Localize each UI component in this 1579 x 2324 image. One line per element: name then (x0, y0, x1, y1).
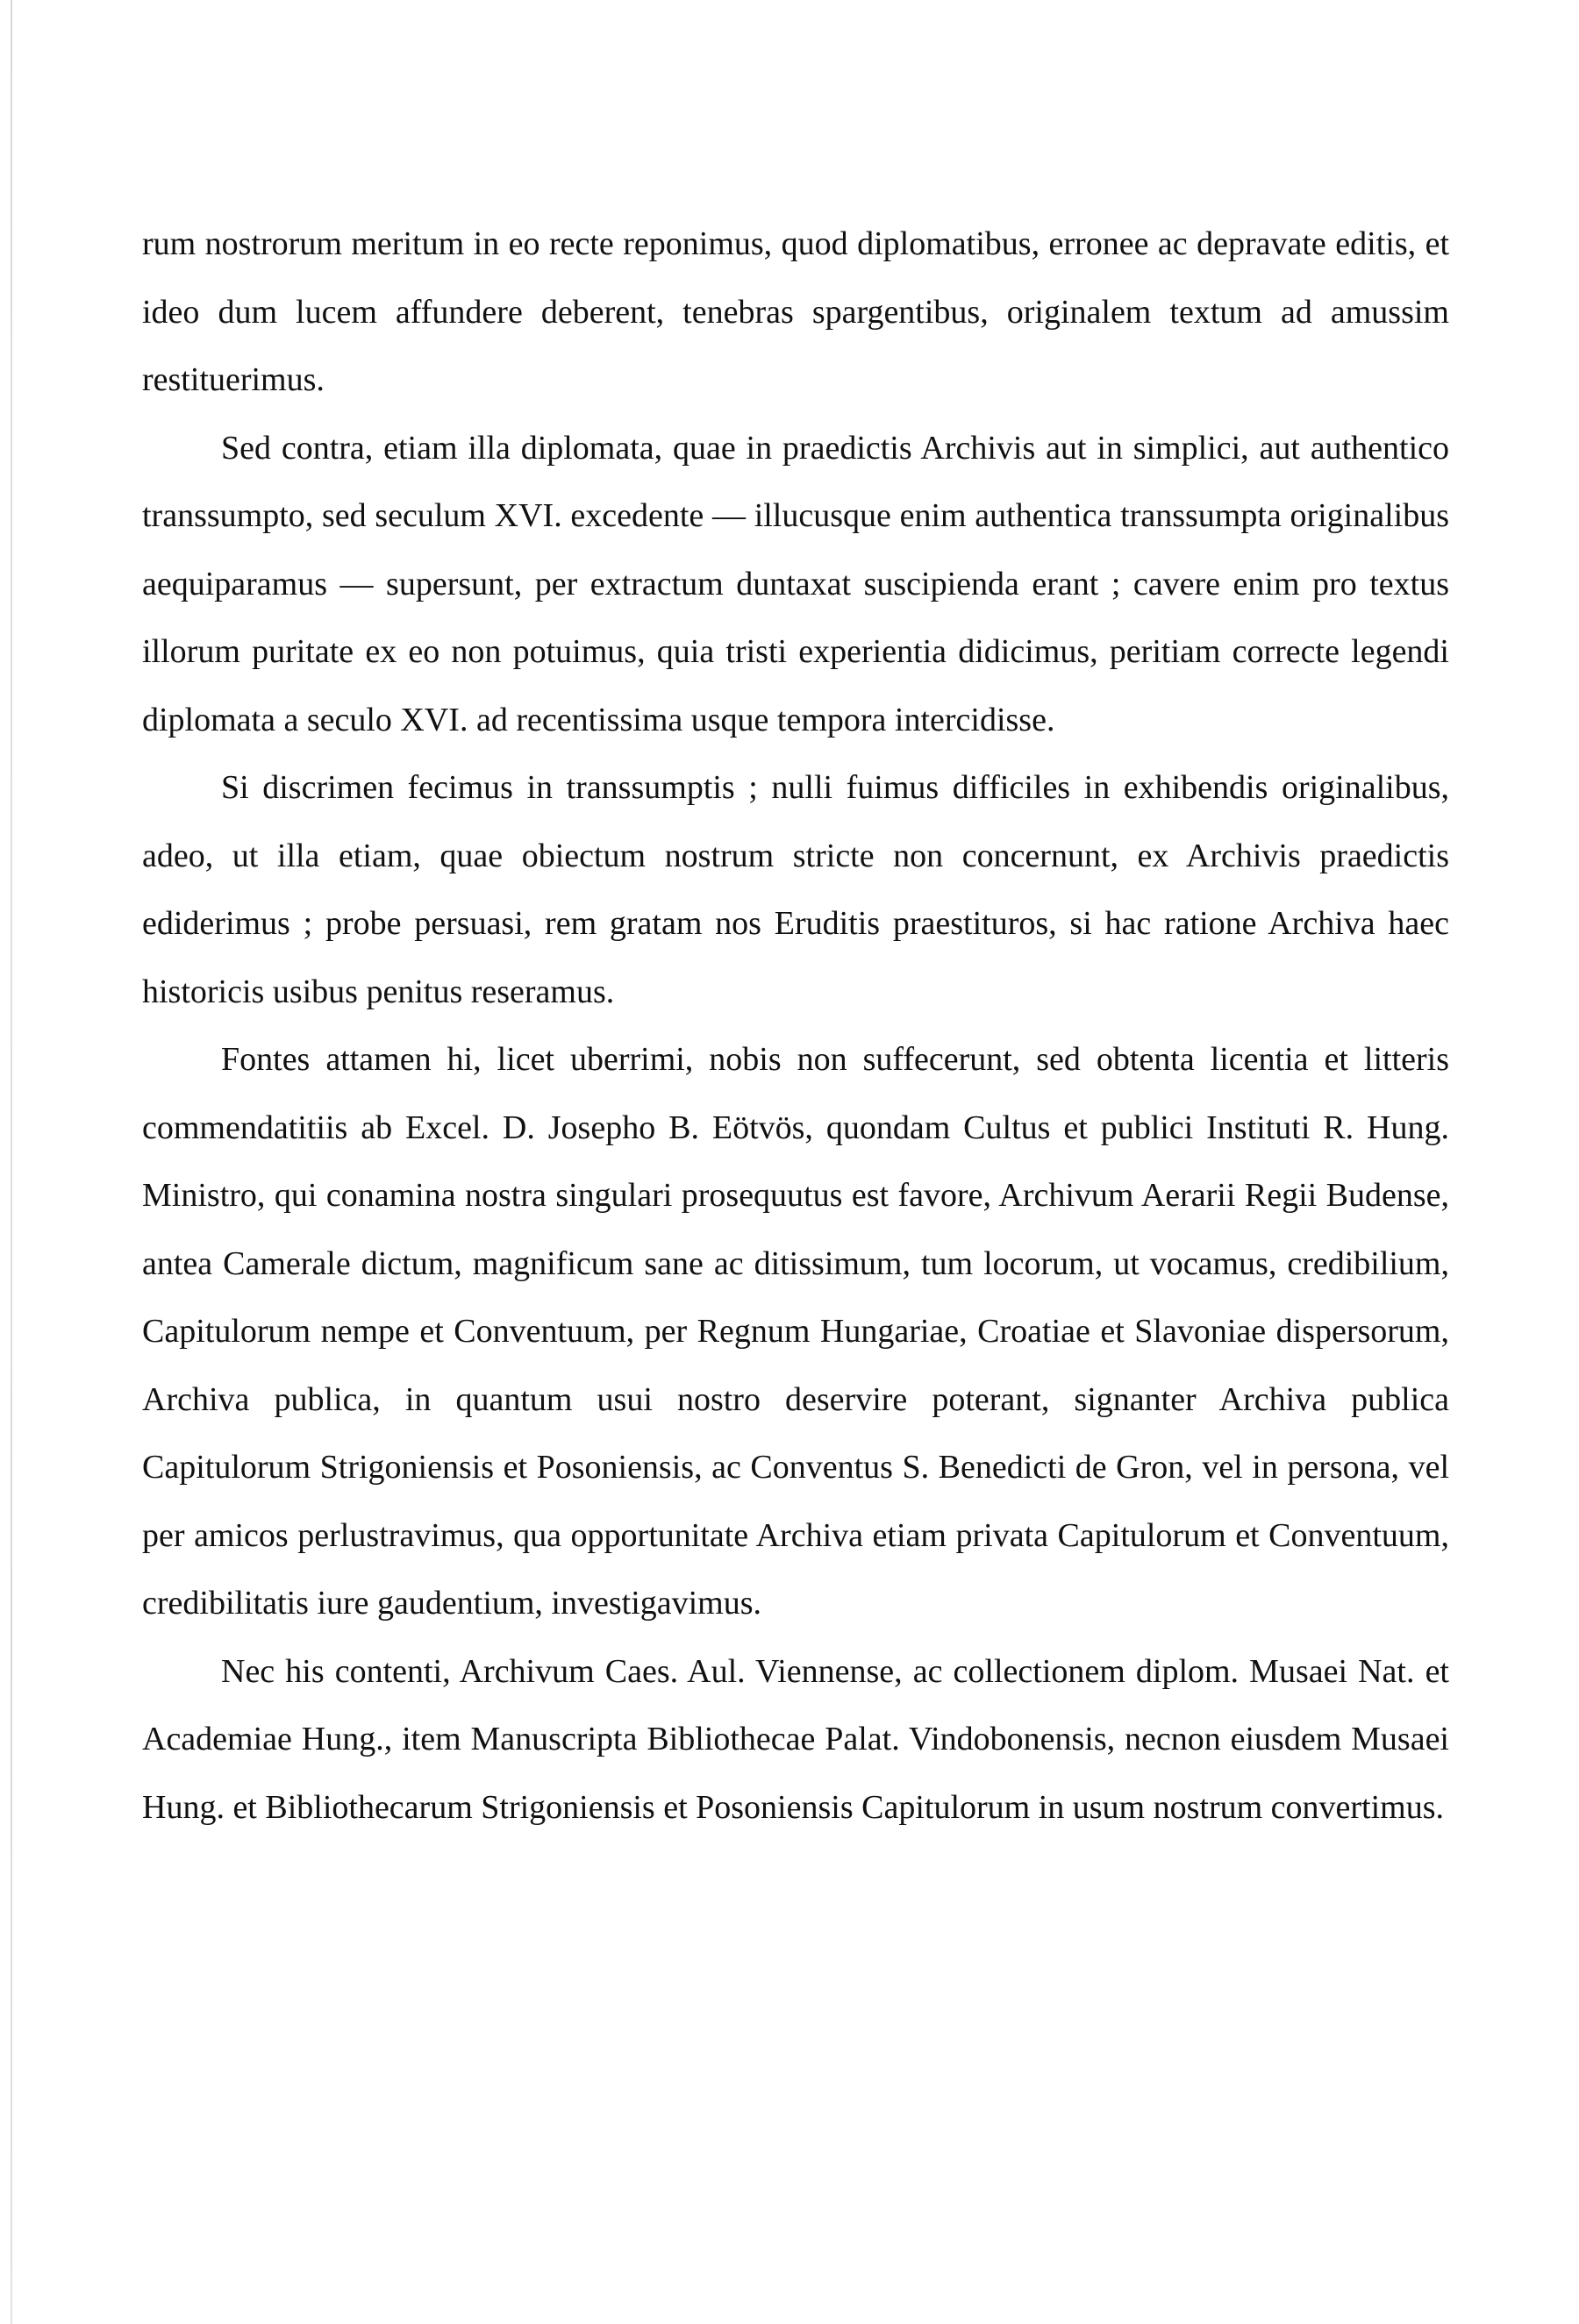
paragraph-1: rum nostrorum meritum in eo recte reponimus, quod diplomatibus, erronee ac depravate editis, et ideo dum lucem affundere deberent, tenebras spargentibus, originalem textum ad amussim restituerimus. (142, 225, 1449, 398)
paragraph-2: Sed contra, etiam illa diplomata, quae in praedictis Archivis aut in simplici, aut authentico transsumpto, sed seculum XVI. excedente — illucusque enim authentica transsumpta originalibus aequiparamus — supersunt, per extractum duntaxat suscipienda erant ; cavere enim pro textus illorum puritate ex eo non potuimus, quia tristi experientia didicimus, peritiam correcte legendi diplomata a seculo XVI. ad recentissima usque tempora intercidisse. (142, 429, 1449, 738)
paragraph-4: Fontes attamen hi, licet uberrimi, nobis non suffecerunt, sed obtenta licentia et litteris commendatitiis ab Excel. D. Josepho B. Eötvös, quondam Cultus et publici Instituti R. Hung. Ministro, qui conamina nostra singulari prosequutus est favore, Archivum Aerarii Regii Budense, antea Camerale dictum, magnificum sane ac ditissimum, tum locorum, ut vocamus, credibilium, Capitulorum nempe et Conventuum, per Regnum Hungariae, Croatiae et Slavoniae dispersorum, Archiva publica, in quantum usui nostro deservire poterant, signanter Archiva publica Capitulorum Strigoniensis et Posoniensis, ac Conventus S. Benedicti de Gron, vel in persona, vel per amicos perlustravimus, qua opportunitate Archiva etiam privata Capitulorum et Conventuum, credibilitatis iure gaudentium, investigavimus. (142, 1041, 1449, 1622)
scan-edge-line (11, 0, 12, 2324)
body-text (142, 210, 1449, 1842)
paragraph-3: Si discrimen fecimus in transsumptis ; nulli fuimus difficiles in exhibendis originalibus, adeo, ut illa etiam, quae obiectum nostrum stricte non concernunt, ex Archivis praedictis ediderimus ; probe persuasi, rem gratam nos Eruditis praestituros, si hac ratione Archiva haec historicis usibus penitus reseramus. (142, 769, 1449, 1010)
paragraph-5: Nec his contenti, Archivum Caes. Aul. Viennense, ac collectionem diplom. Musaei Nat. et Academiae Hung., item Manuscripta Bibliothecae Palat. Vindobonensis, necnon eiusdem Musaei Hung. et Bibliothecarum Strigoniensis et Posoniensis Capitulorum in usum nostrum convertimus. (142, 1652, 1449, 1826)
